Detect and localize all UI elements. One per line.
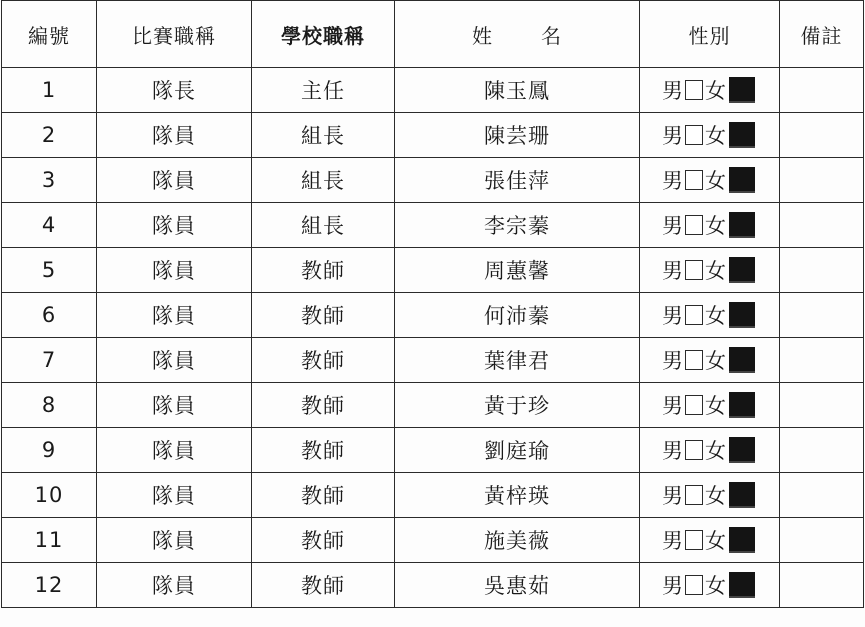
female-label: 女	[705, 124, 727, 148]
male-checkbox[interactable]	[685, 485, 703, 505]
gender-options	[662, 165, 757, 195]
cell-remarks	[780, 248, 864, 293]
male-label: 男	[662, 304, 684, 328]
gender-options	[662, 300, 757, 330]
team-roster-table	[1, 0, 864, 608]
header-school-title: 學校職稱	[252, 1, 395, 68]
cell-competition-title: 隊員	[97, 518, 252, 563]
cell-number: 11	[2, 518, 97, 563]
header-gender: 性別	[640, 1, 780, 68]
cell-remarks	[780, 203, 864, 248]
cell-gender	[640, 68, 780, 113]
male-label: 男	[662, 394, 684, 418]
male-checkbox[interactable]	[685, 575, 703, 595]
male-checkbox[interactable]	[685, 260, 703, 280]
female-checkbox[interactable]	[729, 302, 755, 328]
gender-options	[662, 75, 757, 105]
cell-gender	[640, 563, 780, 608]
cell-school-title: 教師	[252, 383, 395, 428]
cell-school-title: 組長	[252, 203, 395, 248]
cell-competition-title: 隊員	[97, 248, 252, 293]
cell-remarks	[780, 113, 864, 158]
roster-body	[2, 68, 864, 608]
cell-school-title: 組長	[252, 113, 395, 158]
cell-competition-title: 隊員	[97, 158, 252, 203]
cell-competition-title: 隊員	[97, 203, 252, 248]
header-name-part1: 姓	[472, 23, 493, 48]
gender-options	[662, 345, 757, 375]
male-checkbox[interactable]	[685, 440, 703, 460]
female-label: 女	[705, 214, 727, 238]
cell-competition-title: 隊員	[97, 473, 252, 518]
header-remarks: 備註	[780, 1, 864, 68]
female-checkbox[interactable]	[729, 77, 755, 103]
male-checkbox[interactable]	[685, 305, 703, 325]
table-row	[2, 518, 864, 563]
gender-options	[662, 525, 757, 555]
cell-name: 葉律君	[395, 338, 640, 383]
male-checkbox[interactable]	[685, 395, 703, 415]
female-checkbox[interactable]	[729, 347, 755, 373]
male-checkbox[interactable]	[685, 80, 703, 100]
male-label: 男	[662, 349, 684, 373]
cell-gender	[640, 203, 780, 248]
cell-gender	[640, 113, 780, 158]
cell-name: 黃于珍	[395, 383, 640, 428]
male-checkbox[interactable]	[685, 170, 703, 190]
cell-school-title: 教師	[252, 338, 395, 383]
table-row	[2, 248, 864, 293]
table-header-row	[2, 1, 864, 68]
cell-competition-title: 隊員	[97, 338, 252, 383]
female-label: 女	[705, 439, 727, 463]
gender-options	[662, 390, 757, 420]
gender-options	[662, 210, 757, 240]
cell-gender	[640, 473, 780, 518]
male-label: 男	[662, 529, 684, 553]
cell-remarks	[780, 338, 864, 383]
cell-competition-title: 隊員	[97, 113, 252, 158]
table-row	[2, 293, 864, 338]
cell-remarks	[780, 158, 864, 203]
female-checkbox[interactable]	[729, 572, 755, 598]
cell-number: 2	[2, 113, 97, 158]
cell-school-title: 教師	[252, 518, 395, 563]
male-label: 男	[662, 124, 684, 148]
male-checkbox[interactable]	[685, 215, 703, 235]
cell-name: 周蕙馨	[395, 248, 640, 293]
table-row	[2, 383, 864, 428]
cell-remarks	[780, 383, 864, 428]
gender-options	[662, 120, 757, 150]
male-label: 男	[662, 574, 684, 598]
cell-remarks	[780, 518, 864, 563]
cell-remarks	[780, 293, 864, 338]
cell-remarks	[780, 68, 864, 113]
cell-gender	[640, 383, 780, 428]
cell-name: 何沛蓁	[395, 293, 640, 338]
cell-gender	[640, 518, 780, 563]
cell-competition-title: 隊員	[97, 428, 252, 473]
female-checkbox[interactable]	[729, 527, 755, 553]
cell-gender	[640, 428, 780, 473]
female-checkbox[interactable]	[729, 482, 755, 508]
table-row	[2, 158, 864, 203]
male-checkbox[interactable]	[685, 350, 703, 370]
gender-options	[662, 255, 757, 285]
cell-name: 施美薇	[395, 518, 640, 563]
header-competition-title: 比賽職稱	[97, 1, 252, 68]
cell-number: 6	[2, 293, 97, 338]
female-label: 女	[705, 529, 727, 553]
cell-number: 7	[2, 338, 97, 383]
female-checkbox[interactable]	[729, 122, 755, 148]
female-checkbox[interactable]	[729, 212, 755, 238]
cell-name: 黃梓瑛	[395, 473, 640, 518]
header-name	[395, 1, 640, 68]
female-label: 女	[705, 349, 727, 373]
male-label: 男	[662, 259, 684, 283]
cell-school-title: 教師	[252, 248, 395, 293]
female-checkbox[interactable]	[729, 257, 755, 283]
male-label: 男	[662, 214, 684, 238]
cell-competition-title: 隊員	[97, 293, 252, 338]
cell-number: 12	[2, 563, 97, 608]
female-label: 女	[705, 79, 727, 103]
cell-name: 陳玉鳳	[395, 68, 640, 113]
table-row	[2, 68, 864, 113]
cell-name: 吳惠茹	[395, 563, 640, 608]
cell-remarks	[780, 563, 864, 608]
cell-number: 8	[2, 383, 97, 428]
cell-number: 4	[2, 203, 97, 248]
female-checkbox[interactable]	[729, 392, 755, 418]
table-row	[2, 338, 864, 383]
gender-options	[662, 570, 757, 600]
cell-competition-title: 隊員	[97, 563, 252, 608]
female-label: 女	[705, 304, 727, 328]
cell-remarks	[780, 473, 864, 518]
cell-name: 李宗蓁	[395, 203, 640, 248]
male-label: 男	[662, 439, 684, 463]
table-row	[2, 203, 864, 248]
cell-gender	[640, 248, 780, 293]
cell-number: 5	[2, 248, 97, 293]
cell-name: 劉庭瑜	[395, 428, 640, 473]
table-row	[2, 473, 864, 518]
cell-number: 9	[2, 428, 97, 473]
female-checkbox[interactable]	[729, 167, 755, 193]
cell-competition-title: 隊員	[97, 383, 252, 428]
cell-gender	[640, 293, 780, 338]
cell-gender	[640, 158, 780, 203]
female-label: 女	[705, 394, 727, 418]
female-label: 女	[705, 484, 727, 508]
male-checkbox[interactable]	[685, 125, 703, 145]
gender-options	[662, 435, 757, 465]
male-label: 男	[662, 169, 684, 193]
cell-number: 3	[2, 158, 97, 203]
cell-school-title: 教師	[252, 473, 395, 518]
female-label: 女	[705, 259, 727, 283]
header-name-part2: 名	[541, 23, 562, 48]
male-label: 男	[662, 79, 684, 103]
table-row	[2, 113, 864, 158]
female-label: 女	[705, 574, 727, 598]
male-label: 男	[662, 484, 684, 508]
cell-name: 張佳萍	[395, 158, 640, 203]
cell-number: 1	[2, 68, 97, 113]
cell-school-title: 教師	[252, 563, 395, 608]
female-label: 女	[705, 169, 727, 193]
cell-name: 陳芸珊	[395, 113, 640, 158]
cell-gender	[640, 338, 780, 383]
cell-school-title: 主任	[252, 68, 395, 113]
header-number: 編號	[2, 1, 97, 68]
cell-school-title: 教師	[252, 428, 395, 473]
cell-number: 10	[2, 473, 97, 518]
female-checkbox[interactable]	[729, 437, 755, 463]
cell-school-title: 教師	[252, 293, 395, 338]
table-row	[2, 563, 864, 608]
gender-options	[662, 480, 757, 510]
table-row	[2, 428, 864, 473]
cell-remarks	[780, 428, 864, 473]
male-checkbox[interactable]	[685, 530, 703, 550]
cell-school-title: 組長	[252, 158, 395, 203]
cell-competition-title: 隊長	[97, 68, 252, 113]
